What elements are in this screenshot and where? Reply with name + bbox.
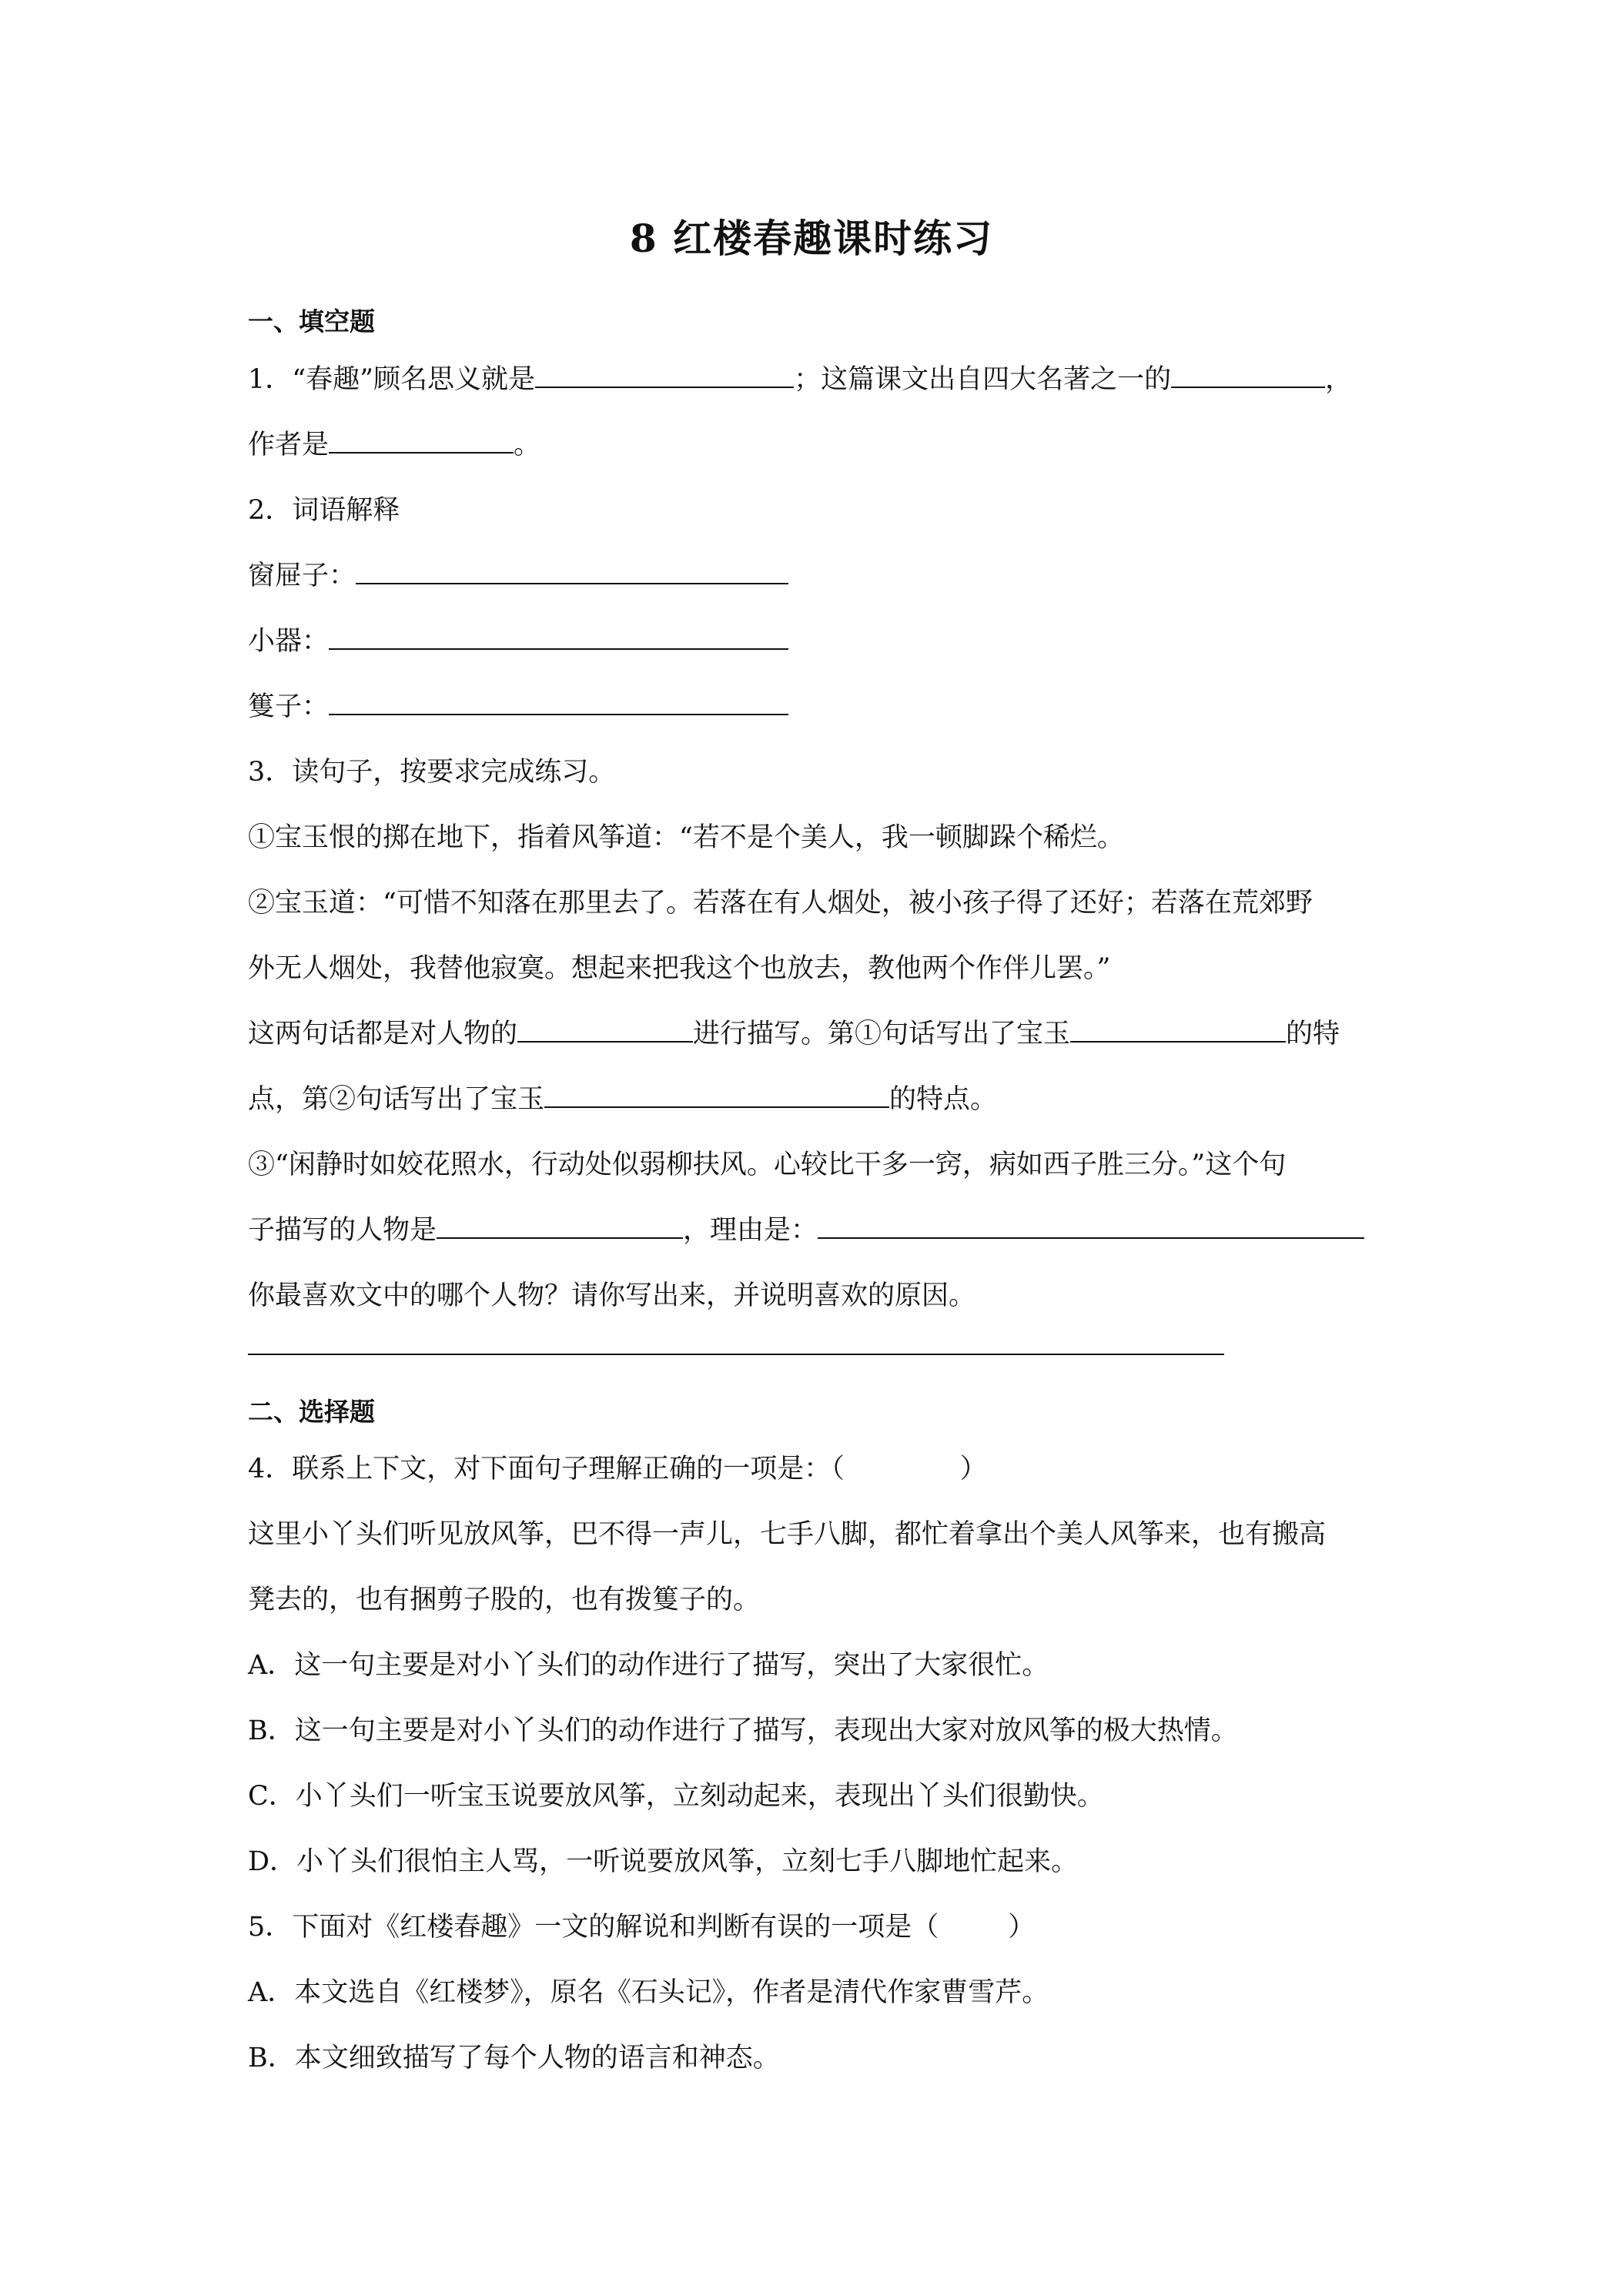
q4-option-d[interactable]: D．小丫头们很怕主人骂，一听说要放风筝，立刻七手八脚地忙起来。 [248, 1846, 1079, 1877]
q4-option-a[interactable]: A．这一句主要是对小丫头们的动作进行了描写，突出了大家很忙。 [248, 1650, 1049, 1681]
q3-task-text-d: 点，第②句话写出了宝玉 [248, 1084, 545, 1115]
q3-blank-character[interactable] [437, 1213, 683, 1239]
q1-text-c: ， [1325, 364, 1353, 395]
q3-blank-trait-1[interactable] [1070, 1016, 1286, 1043]
q2-word-2-blank[interactable] [329, 624, 788, 650]
q2-word-3 [248, 689, 788, 725]
q3-sentence-2a: ②宝玉道：“可惜不知落在那里去了。若落在有人烟处，被小孩子得了还好；若落在荒郊野 [248, 888, 1313, 919]
q2-word-2-label: 小器： [248, 626, 330, 657]
q3-task-line-2 [248, 1082, 997, 1117]
q4-heading [248, 1451, 987, 1487]
section-choice-heading: 二、选择题 [248, 1397, 375, 1427]
q3-heading: 3．读句子，按要求完成练习。 [248, 757, 616, 788]
q4-heading-text: 4．联系上下文，对下面句子理解正确的一项是：（ [248, 1454, 845, 1484]
q5-option-b[interactable]: B．本文细致描写了每个人物的语言和神态。 [248, 2043, 780, 2073]
q2-word-2 [248, 624, 788, 659]
q1-text-e: 。 [514, 430, 541, 460]
q3-task-line-1 [248, 1016, 1340, 1052]
q2-word-3-label: 篗子： [248, 691, 330, 722]
q3-sentence-1: ①宝玉恨的掷在地下，指着风筝道：“若不是个美人，我一顿脚跺个稀烂。 [248, 822, 1124, 853]
q3-s3-text-a: 子描写的人物是 [248, 1215, 437, 1246]
q2-word-1-label: 窗屉子： [248, 561, 356, 591]
q1-text-d: 作者是 [248, 430, 330, 460]
q1-blank-author[interactable] [329, 427, 514, 454]
q3-favorite-prompt: 你最喜欢文中的哪个人物？请你写出来，并说明喜欢的原因。 [248, 1280, 976, 1311]
page-title: 8 红楼春趣课时练习 [629, 216, 994, 261]
q4-passage-1: 这里小丫头们听见放风筝，巴不得一声儿，七手八脚，都忙着拿出个美人风筝来，也有搬高 [248, 1519, 1327, 1550]
q3-s3-text-b: ，理由是： [683, 1215, 818, 1246]
q2-word-3-blank[interactable] [329, 689, 788, 715]
q2-word-1 [248, 558, 788, 594]
q4-passage-2: 凳去的，也有捆剪子股的，也有拨篗子的。 [248, 1585, 761, 1615]
q2-heading: 2．词语解释 [248, 495, 400, 526]
q5-heading-text: 5．下面对《红楼春趣》一文的解说和判断有误的一项是（ [248, 1912, 939, 1943]
q3-sentence-3a: ③“闲静时如姣花照水，行动处似弱柳扶风。心较比干多一窍，病如西子胜三分。”这个句 [248, 1150, 1287, 1180]
q1-text-b: ；这篇课文出自四大名著之一的 [794, 364, 1172, 395]
q3-task-text-b: 进行描写。第①句话写出了宝玉 [693, 1019, 1071, 1049]
q4-close-paren: ） [959, 1454, 987, 1484]
q3-sentence-2b: 外无人烟处，我替他寂寞。想起来把我这个也放去，教他两个作伴儿罢。” [248, 953, 1111, 984]
q4-option-b[interactable]: B．这一句主要是对小丫头们的动作进行了描写，表现出大家对放风筝的极大热情。 [248, 1715, 1238, 1746]
section-fill-heading: 一、填空题 [248, 306, 375, 336]
q5-option-a[interactable]: A．本文选自《红楼梦》，原名《石头记》，作者是清代作家曹雪芹。 [248, 1977, 1049, 2008]
q3-answer-line[interactable] [248, 1354, 1224, 1355]
q3-blank-aspect[interactable] [517, 1016, 693, 1043]
q3-task-text-c: 的特 [1286, 1019, 1340, 1049]
q3-blank-reason[interactable] [818, 1213, 1364, 1239]
q4-option-c[interactable]: C．小丫头们一听宝玉说要放风筝，立刻动起来，表现出丫头们很勤快。 [248, 1781, 1104, 1812]
q1-blank-meaning[interactable] [535, 362, 794, 388]
q1-text-a: 1．“春趣”顾名思义就是 [248, 364, 536, 395]
q5-heading [248, 1909, 1035, 1945]
q5-close-paren: ） [1008, 1912, 1036, 1943]
q1-line-2 [248, 427, 540, 463]
q1-line-1 [248, 362, 1352, 397]
q2-word-1-blank[interactable] [356, 558, 788, 584]
q3-sentence-3b [248, 1213, 1364, 1248]
q1-blank-book[interactable] [1171, 362, 1325, 388]
q3-task-text-e: 的特点。 [889, 1084, 998, 1115]
q3-task-text-a: 这两句话都是对人物的 [248, 1019, 518, 1049]
q3-blank-trait-2[interactable] [544, 1082, 889, 1108]
